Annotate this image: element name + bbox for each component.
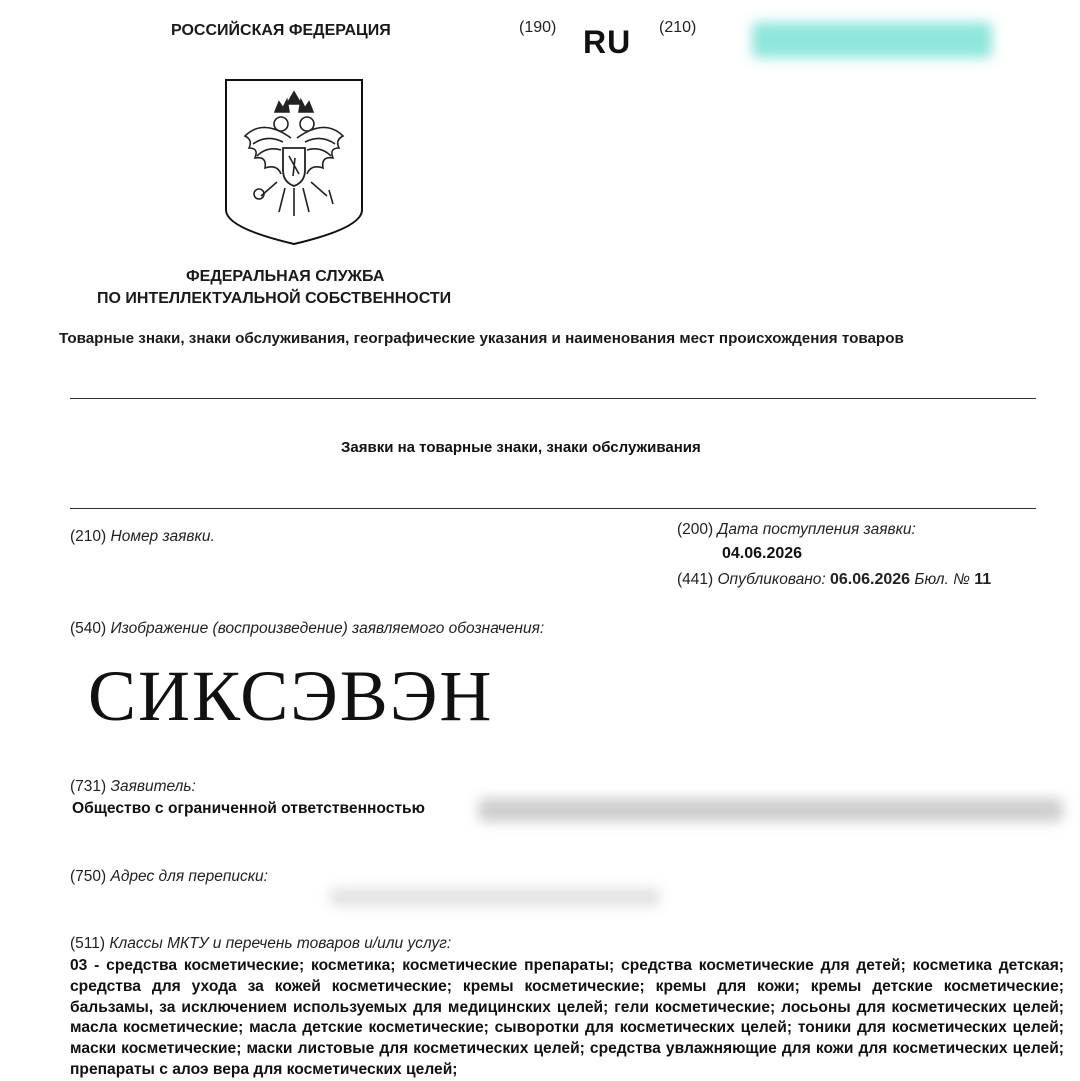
redacted-applicant-name [478, 798, 1063, 822]
redacted-address [330, 888, 660, 906]
agency-line2: ПО ИНТЕЛЛЕКТУАЛЬНОЙ СОБСТВЕННОСТИ [97, 290, 452, 307]
mark-label: Изображение (воспроизведение) заявляемого обозначения: [110, 620, 545, 637]
trademark-wordmark: СИКСЭВЭН [88, 656, 494, 736]
published-label: Опубликовано: [717, 571, 826, 588]
divider-top [70, 398, 1036, 399]
mark-code: (540) [70, 620, 107, 637]
application-number-field [70, 528, 215, 546]
published-code: (441) [677, 571, 714, 588]
mark-field [70, 620, 544, 638]
published-field [677, 571, 991, 589]
section-title: Заявки на товарные знаки, знаки обслуживания [341, 439, 701, 456]
redacted-application-number [752, 22, 992, 58]
applicant-value: Общество с ограниченной ответственностью [72, 800, 425, 817]
country-name: РОССИЙСКАЯ ФЕДЕРАЦИЯ [171, 22, 391, 39]
bulletin-label: Бюл. № [914, 571, 970, 588]
bulletin-number: 11 [974, 571, 992, 588]
classes-label: Классы МКТУ и перечень товаров и/или услуг: [109, 935, 452, 952]
document-subtitle: Товарные знаки, знаки обслуживания, географические указания и наименования мест происхождения товаров [59, 330, 904, 347]
application-number-label: Номер заявки. [110, 528, 215, 545]
date-received-field [677, 521, 916, 539]
code-190: (190) [519, 19, 557, 36]
country-code: RU [583, 24, 632, 60]
address-label: Адрес для переписки: [110, 868, 268, 885]
goods-list: 03 - средства косметические; косметика; косметические препараты; средства косметические для детей; косметика детская; средства для ухода за кожей косметические; кремы косметические; кремы для кожи; кремы детские косметические; бальзамы, за исключением используемых для медицинских целей; гели косметические; лосьоны для косметических целей; масла косметические; масла детские косметические; сыворотки для косметических целей; тоники для косметических целей; маски косметические; маски листовые для косметических целей; средства увлажняющие для кожи для косметических целей; препараты с алоэ вера для косметических целей; [70, 957, 1064, 1078]
date-received-label: Дата поступления заявки: [717, 521, 916, 538]
agency-line1: ФЕДЕРАЛЬНАЯ СЛУЖБА [186, 268, 385, 285]
address-field [70, 868, 268, 886]
code-210-header: (210) [659, 19, 697, 36]
date-received-value: 04.06.2026 [722, 545, 803, 562]
date-received-code: (200) [677, 521, 714, 538]
applicant-field [70, 778, 196, 796]
coat-of-arms-emblem [223, 78, 365, 246]
application-number-code: (210) [70, 528, 107, 545]
applicant-label: Заявитель: [110, 778, 196, 795]
classes-field [70, 935, 451, 953]
published-value: 06.06.2026 [830, 571, 911, 588]
address-code: (750) [70, 868, 107, 885]
classes-code: (511) [70, 935, 106, 952]
divider-bottom [70, 508, 1036, 509]
applicant-code: (731) [70, 778, 107, 795]
